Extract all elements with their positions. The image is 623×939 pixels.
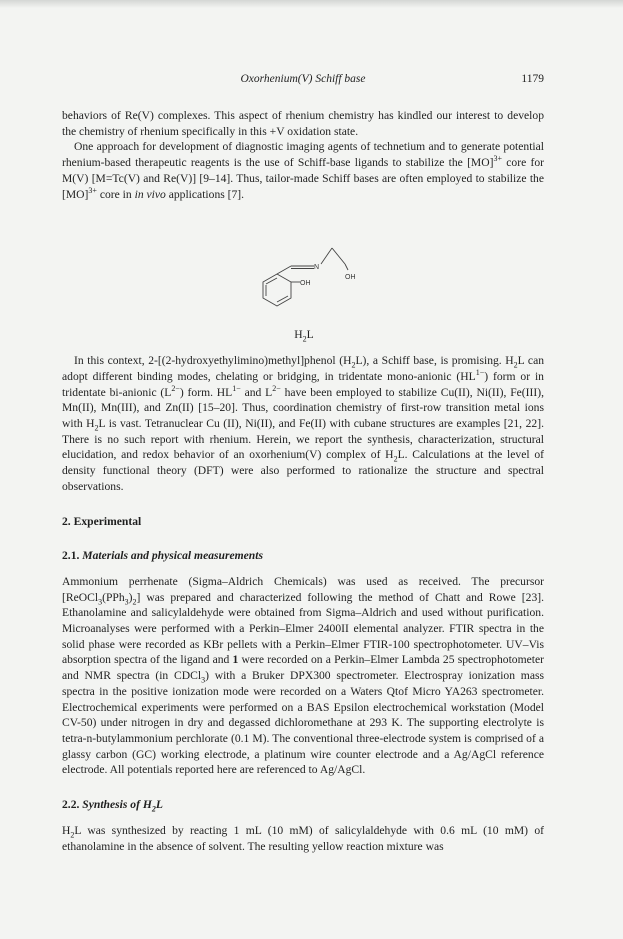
atom-oh-phenol-label: OH <box>300 280 311 288</box>
page-number: 1179 <box>521 73 544 85</box>
subsection-heading-synthesis: 2.2. Synthesis of $H_2L$ <box>62 798 163 814</box>
section-heading-experimental: 2. Experimental <box>62 514 142 528</box>
running-head <box>62 71 544 87</box>
intro-paragraph-1: behaviors of Re(V) complexes. This aspect of rhenium chemistry has kindled our interest to develop the chemistry of rhenium specifically in this +V oxidation state. <box>62 109 544 138</box>
h2l-structure-drawing <box>62 202 544 327</box>
atom-oh-alcohol-label: OH <box>345 274 356 282</box>
benzene-ring <box>263 274 291 306</box>
synthesis-paragraph: $H_2L$ was synthesized by reacting 1 mL (10 mM) of salicylaldehyde with 0.6 mL (10 mM) of ethanolamine in the absence of solvent. The resulting yellow reaction mixture was <box>62 823 544 853</box>
atom-n-label: N <box>314 264 320 272</box>
intro-paragraph-2: One approach for development of diagnostic imaging agents of technetium and to generate potential rhenium-based therapeutic reagents is the use of Schiff-base ligands to stabilize the [MO]$^{3+}$ core for M(V) [M=Tc(V) and Re(V)] [9–14]. Thus, tailor-made Schiff bases are often employed to stabilize the [MO]$^{3+}$ core in in vivo applications [7]. <box>62 140 544 201</box>
ligand-structure-figure <box>62 202 544 353</box>
materials-paragraph: Ammonium perrhenate (Sigma–Aldrich Chemicals) was used as received. The precursor $[ReOCl_3(PPh_3)_2]$ was prepared and characterized following the method of Chatt and Rowe [23]. Ethanolamine and salicylaldehyde were obtained from Sigma–Aldrich and used without purification. Microanalyses were performed with a Perkin–Elmer 2400II elemental analyzer. FTIR spectra in the solid phase were recorded as KBr pellets with a Perkin–Elmer FTIR-100 spectrophotometer. UV–Vis absorption spectra of the ligand and 1 were recorded on a Perkin–Elmer Lambda 25 spectrophotometer and NMR spectra (in CDCl$_3$) with a Bruker DPX300 spectrometer. Electrospray ionization mass spectra in the positive ionization mode were recorded on a Waters Qtof Micro YA263 spectrometer. Electrochemical experiments were performed on a BAS Epsilon electrochemical workstation (Model CV-50) under nitrogen in dry and degassed dichloromethane at 293 K. The supporting electrolyte is tetra-n-butylammonium perchlorate (0.1 M). The conventional three-electrode system is comprised of a glassy carbon (GC) working electrode, a platinum wire counter electrode and a Ag/AgCl reference electrode. All potentials reported here are referenced to Ag/AgCl. <box>62 574 544 777</box>
subsection-heading-materials: 2.1. Materials and physical measurements <box>62 549 263 563</box>
context-paragraph: In this context, 2-[(2-hydroxyethylimino)methyl]phenol $(H_2L)$, a Schiff base, is promising. $H_2L$ can adopt different binding modes, chelating or bridging, in tridentate mono-anionic $(HL^{1-})$ form or in tridentate bi-anionic $(L^{2-})$ form. $HL^{1-}$ and $L^{2-}$ have been employed to stabilize Cu(II), Ni(II), Fe(III), Mn(II), Mn(III), and Zn(II) [15–20]. Thus, coordination chemistry of first-row transition metal ions with $H_2L$ is vast. Tetranuclear Cu (II), Ni(II), and Fe(II) with cubane structures are examples [21, 22]. There is no such report with rhenium. Herein, we report the synthesis, characterization, structural elucidation, and redox behavior of an oxorhenium(V) complex of $H_2L$. Calculations at the level of density functional theory (DFT) were also performed to rationalize the structure and spectral observations. <box>62 354 545 493</box>
running-title: Oxorhenium(V) Schiff base <box>240 73 366 85</box>
article-body <box>62 108 544 854</box>
figure-label: $H_2L$ <box>294 328 314 344</box>
